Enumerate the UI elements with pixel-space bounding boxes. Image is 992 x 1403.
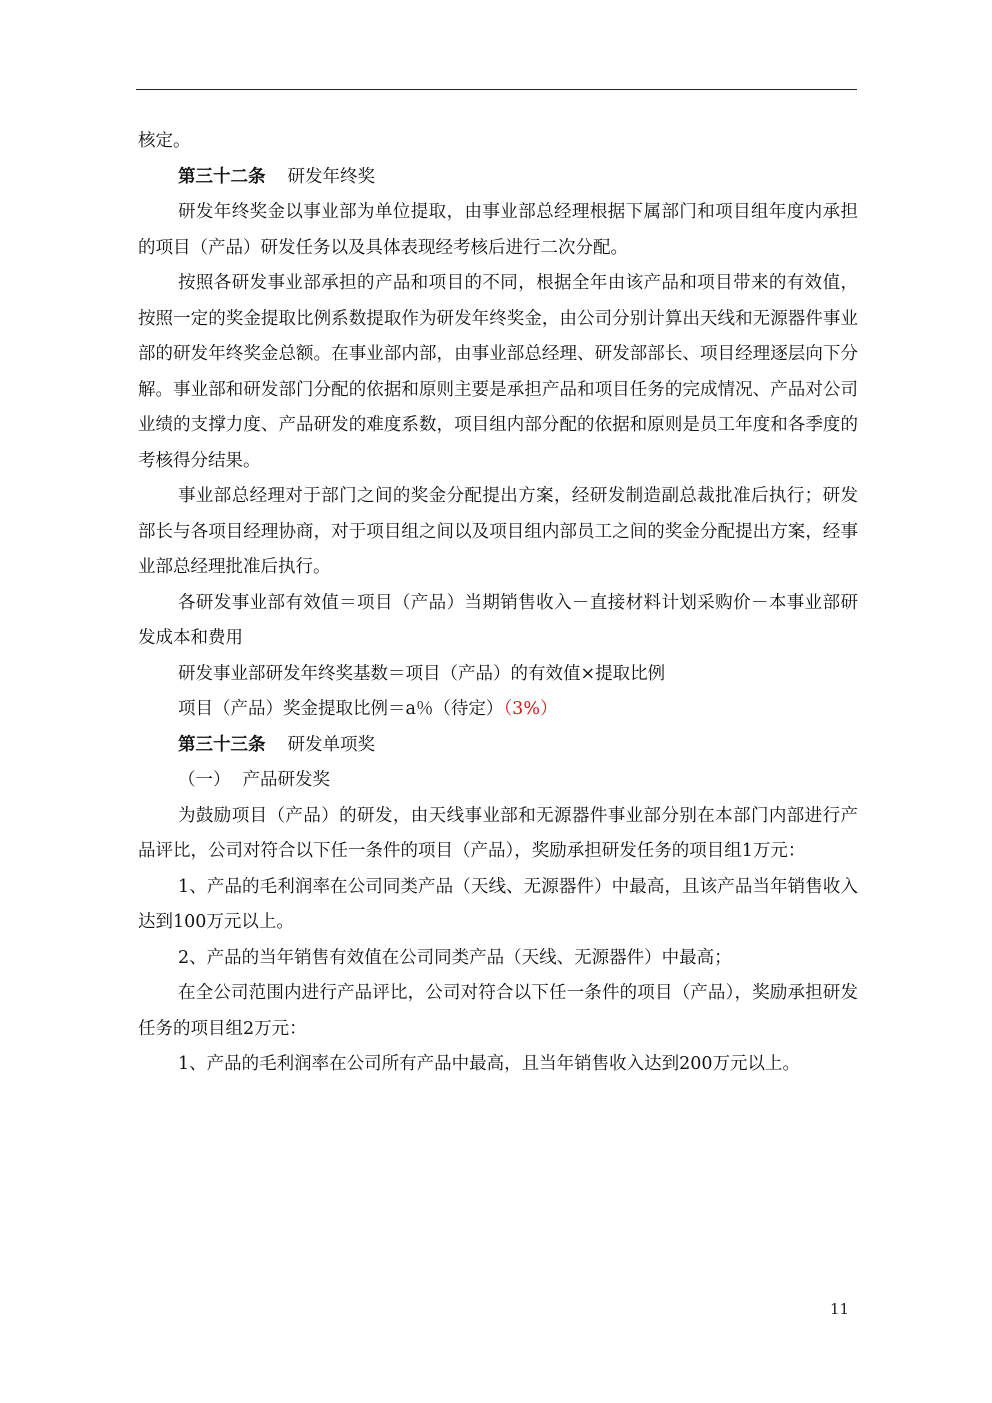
- article-33-title: 研发单项奖: [287, 734, 375, 755]
- paragraph: 为鼓励项目（产品）的研发，由天线事业部和无源器件事业部分别在本部门内部进行产品评比，公司对符合以下任一条件的项目（产品），奖励承担研发任务的项目组1万元：: [138, 805, 858, 861]
- red-annotation: （3%）: [503, 699, 558, 719]
- article-33-heading: [138, 728, 858, 764]
- article-32-title: 研发年终奖: [287, 166, 375, 187]
- sub-heading-title: 产品研发奖: [242, 770, 330, 790]
- page-number: 11: [830, 1300, 850, 1318]
- list-item: 2、产品的当年销售有效值在公司同类产品（天线、无源器件）中最高；: [178, 947, 732, 968]
- paragraph: 按照各研发事业部承担的产品和项目的不同，根据全年由该产品和项目带来的有效值，按照一定的奖金提取比例系数提取作为研发年终奖金，由公司分别计算出天线和无源器件事业部的研发年终奖金总额。在事业部内部，由事业部总经理、研发部部长、项目经理逐层向下分解。事业部和研发部门分配的依据和原则主要是承担产品和项目任务的完成情况、产品对公司业绩的支撑力度、产品研发的难度系数，项目组内部分配的依据和原则是员工年度和各季度的考核得分结果。: [138, 273, 858, 471]
- paragraph: 研发年终奖金以事业部为单位提取，由事业部总经理根据下属部门和项目组年度内承担的项目（产品）研发任务以及具体表现经考核后进行二次分配。: [138, 202, 858, 258]
- paragraph: 在全公司范围内进行产品评比，公司对符合以下任一条件的项目（产品），奖励承担研发任务的项目组2万元：: [138, 983, 858, 1039]
- formula-paragraph: 各研发事业部有效值＝项目（产品）当期销售收入－直接材料计划采购价－本事业部研发成本和费用: [138, 592, 858, 648]
- paragraph: 事业部总经理对于部门之间的奖金分配提出方案，经研发制造副总裁批准后执行；研发部长与各项目经理协商，对于项目组之间以及项目组内部员工之间的奖金分配提出方案，经事业部总经理批准后执行。: [138, 486, 858, 577]
- list-item: 1、产品的毛利润率在公司所有产品中最高，且当年销售收入达到200万元以上。: [178, 1054, 801, 1074]
- formula-text: 项目（产品）奖金提取比例＝a％（待定）: [178, 699, 504, 719]
- paragraph-continuation: 核定。: [138, 131, 191, 151]
- sub-heading: [138, 763, 858, 799]
- formula-paragraph: 研发事业部研发年终奖基数＝项目（产品）的有效值×提取比例: [178, 663, 666, 684]
- header-rule: [136, 89, 857, 90]
- document-body: [138, 124, 858, 1083]
- article-32-label: 第三十二条: [178, 166, 266, 187]
- article-33-label: 第三十三条: [178, 734, 266, 755]
- list-item: 1、产品的毛利润率在公司同类产品（天线、无源器件）中最高，且该产品当年销售收入达到100万元以上。: [138, 876, 858, 932]
- article-32-heading: [138, 160, 858, 196]
- sub-heading-label: （一）: [178, 770, 231, 790]
- formula-paragraph: [138, 692, 858, 728]
